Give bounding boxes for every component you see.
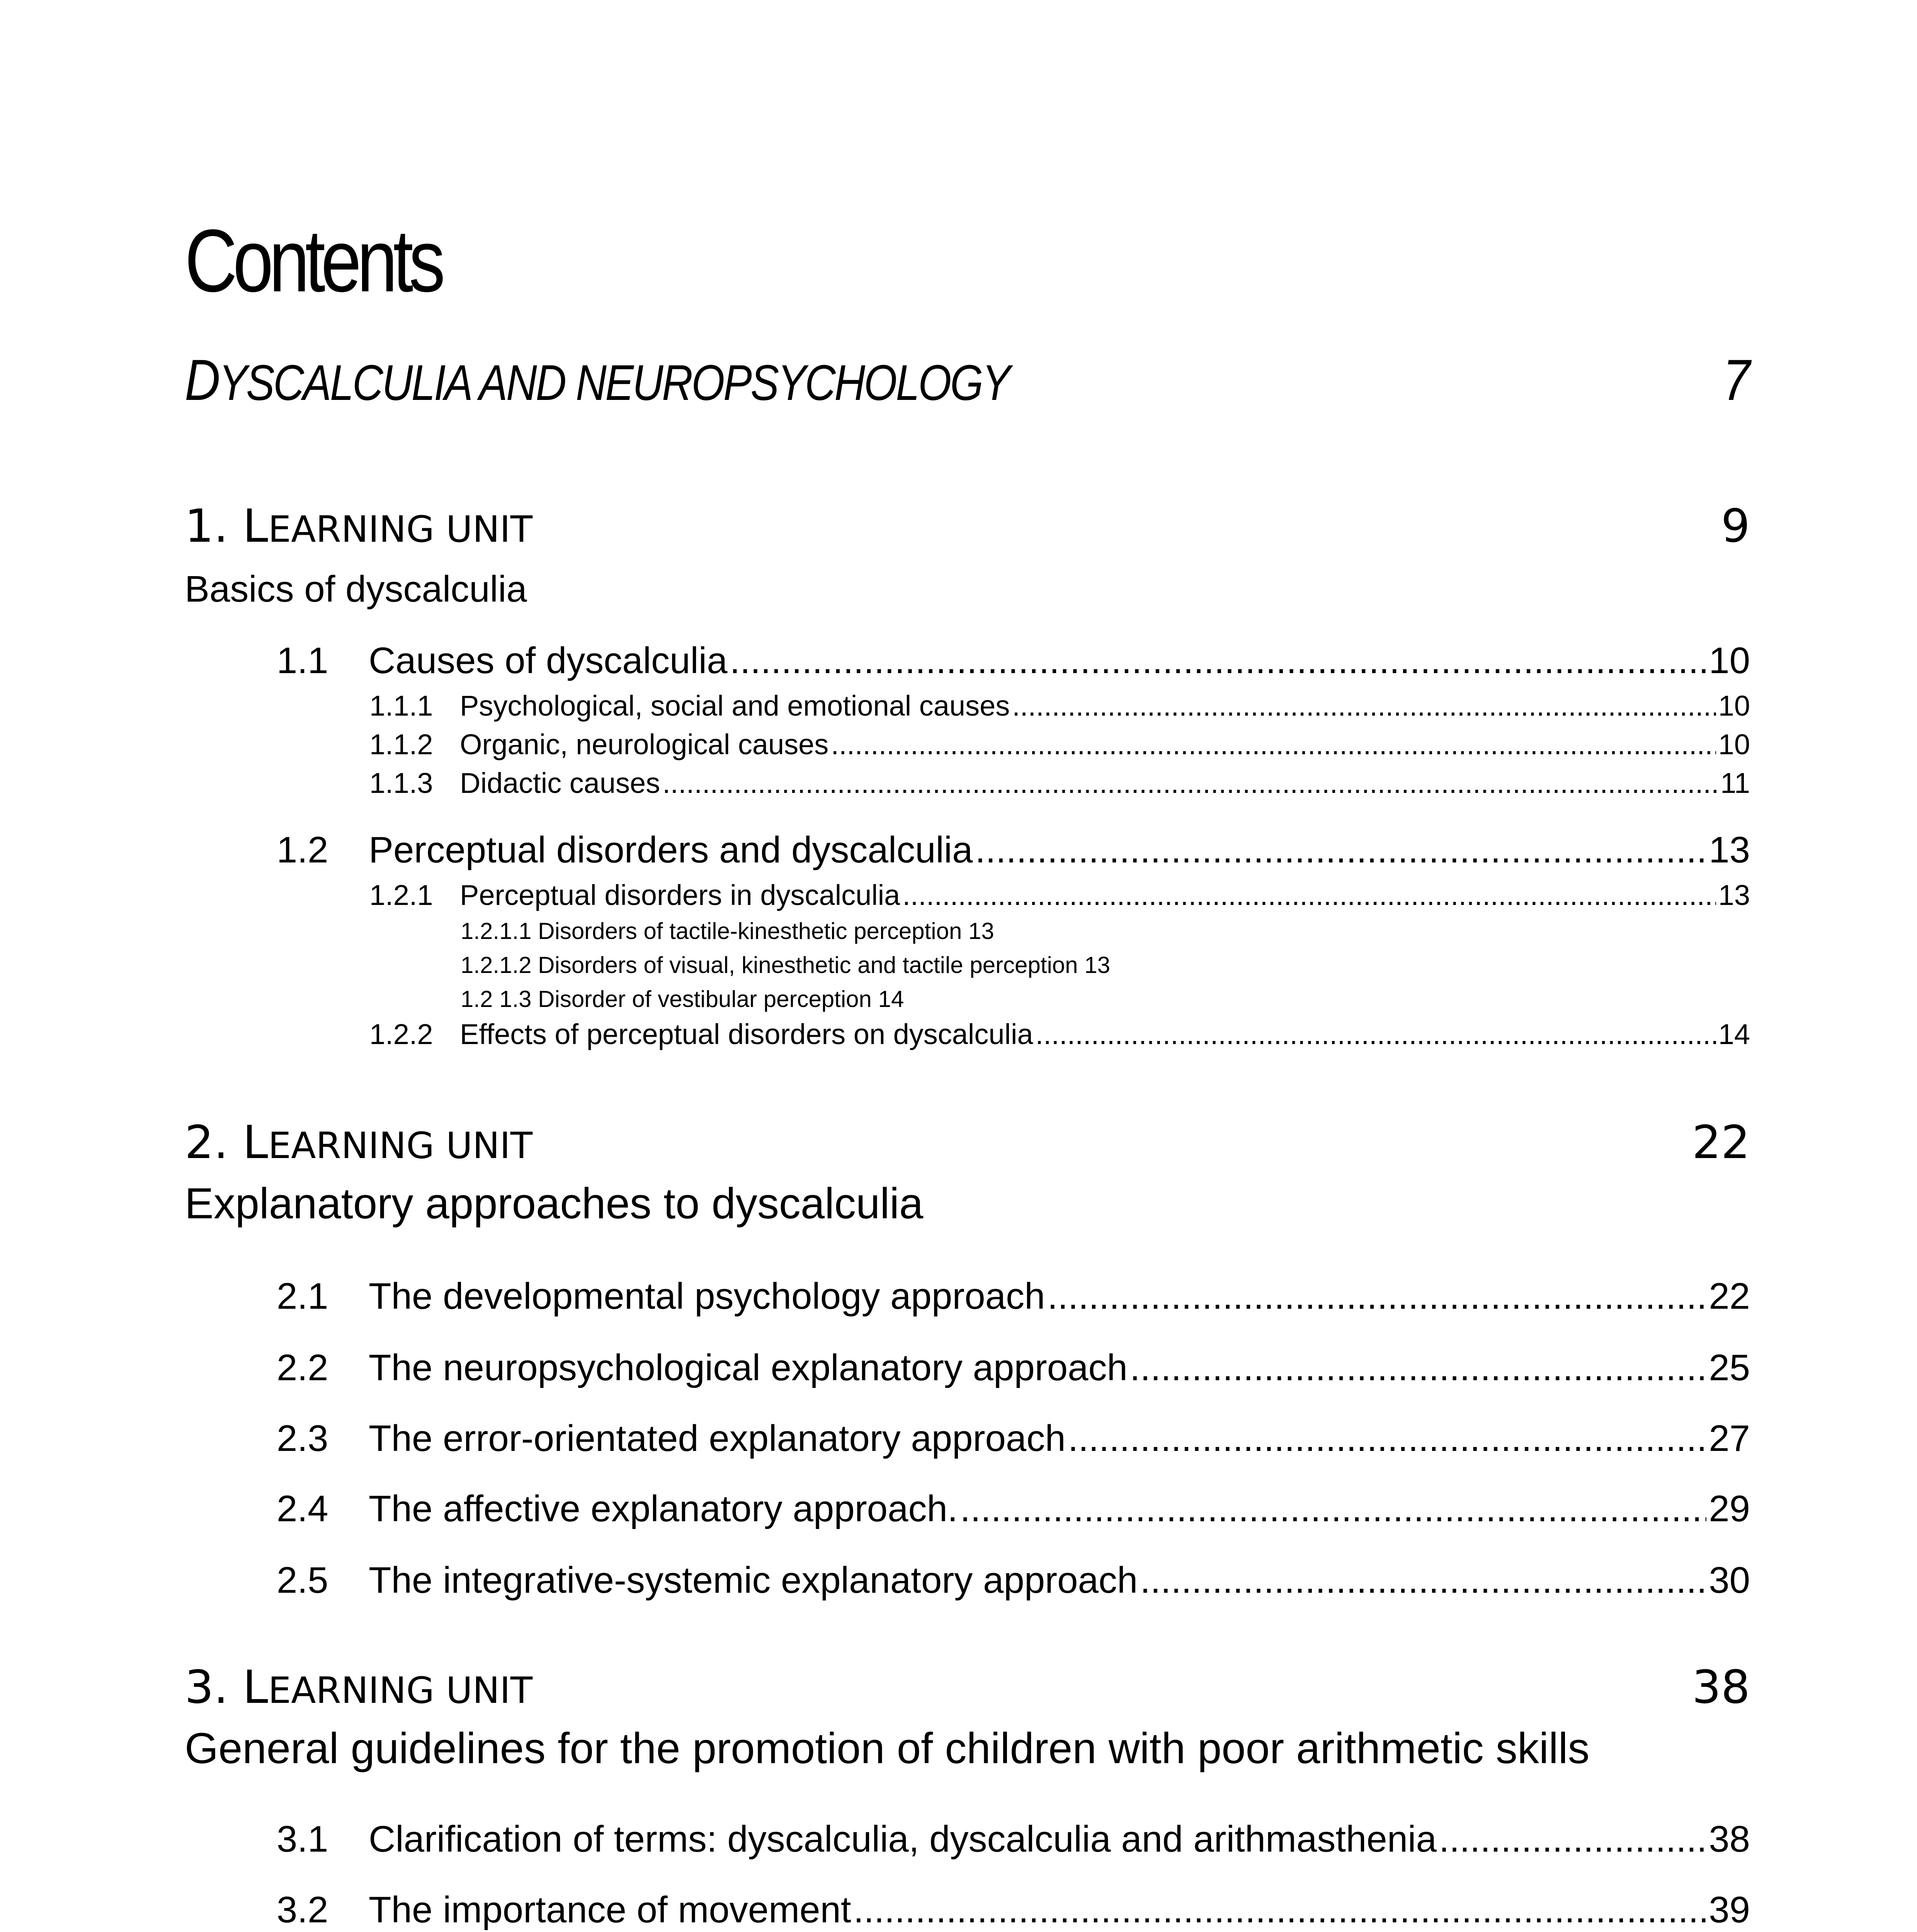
toc-page: 22 <box>1709 1276 1750 1317</box>
toc-page: 11 <box>1720 767 1750 799</box>
toc-number: 2.5 <box>277 1560 328 1601</box>
unit-subtitle: General guidelines for the promotion of children with poor arithmetic skills <box>185 1724 1590 1772</box>
dot-leader <box>1012 688 1716 724</box>
toc-title: Perceptual disorders and dyscalculia <box>369 829 973 871</box>
unit-label-initial: L <box>243 1660 268 1714</box>
toc-page: 14 <box>1718 1018 1750 1050</box>
toc-entry[interactable] <box>369 1016 1750 1053</box>
toc-number: 1.1.2 <box>369 728 433 760</box>
toc-page: 38 <box>1709 1818 1750 1860</box>
toc-entry[interactable] <box>277 1273 1750 1320</box>
toc-page: 39 <box>1709 1889 1750 1930</box>
toc-title: Psychological, social and emotional causes <box>460 690 1010 722</box>
toc-page: 10 <box>1718 690 1750 722</box>
unit-page-number: 9 <box>1721 499 1750 553</box>
toc-page: 10 <box>1718 728 1750 760</box>
toc-entry[interactable] <box>369 877 1750 913</box>
toc-page: 27 <box>1709 1418 1750 1459</box>
dot-leader <box>1439 1816 1706 1862</box>
toc-title: Organic, neurological causes <box>460 728 829 760</box>
toc-title: The error-orientated explanatory approach <box>369 1418 1066 1459</box>
dot-leader <box>902 877 1716 913</box>
unit-label-initial: L <box>243 1116 268 1169</box>
dot-leader <box>662 765 1718 801</box>
toc-title: Didactic causes <box>460 767 660 799</box>
toc-number: 2.4 <box>277 1488 328 1529</box>
toc-page: 13 <box>1718 879 1750 911</box>
toc-entry[interactable] <box>369 688 1750 724</box>
toc-number: 1.1 <box>277 640 328 681</box>
toc-subentry[interactable]: 1.2 1.3 Disorder of vestibular perception 14 <box>461 986 904 1012</box>
toc-entry[interactable] <box>277 1887 1750 1932</box>
toc-number: 3.1 <box>277 1818 328 1860</box>
toc-entry[interactable] <box>277 1816 1750 1862</box>
toc-title: The neuropsychological explanatory approach <box>369 1347 1128 1388</box>
unit-label <box>185 499 532 553</box>
toc-title: Clarification of terms: dyscalculia, dyscalculia and arithmasthenia <box>369 1818 1437 1860</box>
toc-page: 25 <box>1709 1347 1750 1388</box>
toc-number: 1.2.2 <box>369 1018 433 1050</box>
toc-page: 30 <box>1709 1560 1750 1601</box>
unit-label-initial: L <box>243 499 268 553</box>
unit-label-rest: EARNING UNIT <box>268 1670 533 1712</box>
toc-page: 10 <box>1709 640 1750 681</box>
dot-leader <box>854 1887 1707 1932</box>
unit-subtitle: Basics of dyscalculia <box>185 568 527 610</box>
unit-number: 2. <box>185 1116 228 1169</box>
unit-label-rest: EARNING UNIT <box>268 509 533 551</box>
dot-leader <box>960 1486 1707 1532</box>
unit-number: 1. <box>185 499 228 553</box>
part-heading <box>185 340 1750 425</box>
toc-subentry[interactable]: 1.2.1.2 Disorders of visual, kinesthetic and tactile perception 13 <box>461 952 1110 978</box>
toc-entry[interactable] <box>277 1486 1750 1532</box>
part-title-rest: YSCALCULIA AND NEUROPSYCHOLOGY <box>219 354 1009 411</box>
part-title-initial: D <box>185 347 219 412</box>
toc-title: The developmental psychology approach <box>369 1276 1045 1317</box>
toc-entry[interactable] <box>277 1345 1750 1391</box>
dot-leader <box>730 638 1706 684</box>
toc-entry[interactable] <box>277 827 1750 873</box>
unit-subtitle: Explanatory approaches to dyscalculia <box>185 1179 924 1228</box>
toc-title: Effects of perceptual disorders on dyscalculia <box>460 1018 1033 1050</box>
unit-number: 3. <box>185 1660 228 1714</box>
dot-leader <box>1140 1557 1706 1604</box>
toc-number: 1.2 <box>277 829 328 871</box>
toc-subentry[interactable]: 1.2.1.1 Disorders of tactile-kinesthetic perception 13 <box>461 918 994 944</box>
unit-label-rest: EARNING UNIT <box>268 1125 533 1167</box>
toc-number: 2.3 <box>277 1418 328 1459</box>
toc-page: 29 <box>1709 1488 1750 1529</box>
unit-page-number: 22 <box>1692 1116 1750 1169</box>
dot-leader <box>1068 1415 1707 1462</box>
dot-leader <box>1047 1273 1706 1320</box>
toc-number: 2.1 <box>277 1276 328 1317</box>
toc-title: Causes of dyscalculia <box>369 640 728 681</box>
toc-entry[interactable] <box>277 1415 1750 1462</box>
unit-heading <box>185 1660 1750 1714</box>
unit-label <box>185 1116 532 1169</box>
part-page-number: 7 <box>1723 347 1750 412</box>
toc-number: 1.2.1 <box>369 879 433 911</box>
toc-number: 2.2 <box>277 1347 328 1388</box>
toc-number: 3.2 <box>277 1889 328 1930</box>
toc-number: 1.1.1 <box>369 690 433 722</box>
unit-heading <box>185 498 1750 553</box>
toc-page: 13 <box>1709 829 1750 871</box>
unit-label <box>185 1660 532 1714</box>
dot-leader <box>975 827 1707 873</box>
toc-entry[interactable] <box>369 765 1750 801</box>
toc-title: The importance of movement <box>369 1889 851 1930</box>
toc-entry[interactable] <box>277 1557 1750 1604</box>
page-title: Contents <box>185 211 441 310</box>
toc-entry[interactable] <box>277 638 1750 684</box>
toc-entry[interactable] <box>369 726 1750 763</box>
dot-leader <box>831 726 1716 763</box>
toc-title: Perceptual disorders in dyscalculia <box>460 879 900 911</box>
unit-heading <box>185 1115 1750 1169</box>
toc-title: The affective explanatory approach. <box>369 1488 958 1529</box>
toc-title: The integrative-systemic explanatory approach <box>369 1560 1138 1601</box>
unit-page-number: 38 <box>1692 1660 1750 1714</box>
toc-number: 1.1.3 <box>369 767 433 799</box>
dot-leader <box>1036 1016 1716 1053</box>
part-title <box>185 347 1009 413</box>
dot-leader <box>1130 1345 1706 1391</box>
